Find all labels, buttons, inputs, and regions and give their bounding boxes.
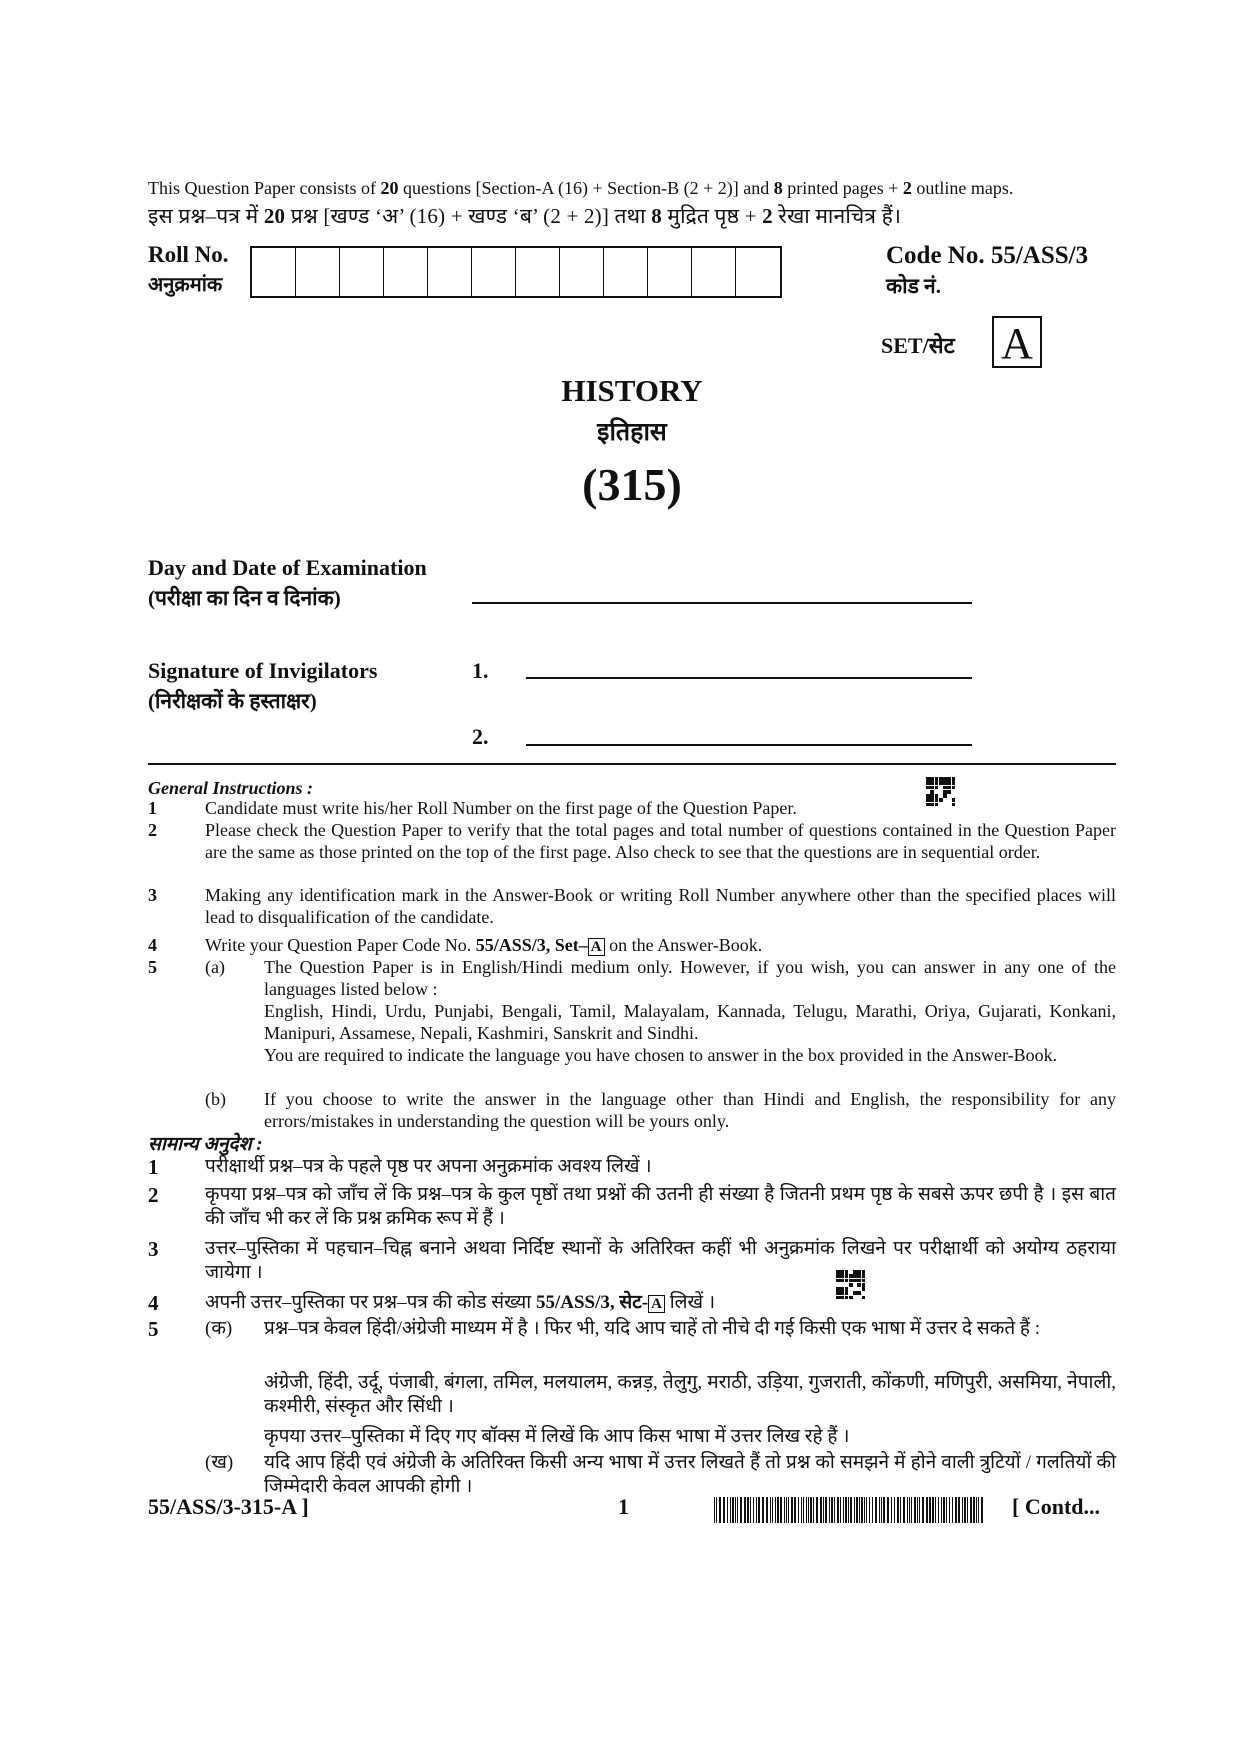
barcode-bar [845,1497,847,1523]
roll-number-box [428,248,472,296]
section-divider [148,763,1116,765]
barcode-bar [861,1497,863,1523]
barcode-bar [784,1497,785,1523]
barcode-bar [727,1497,728,1523]
subject-title-hindi: इतिहास [597,419,667,446]
exam-date-line [472,602,972,604]
barcode-bar [848,1497,849,1523]
barcode-bar [719,1497,721,1523]
barcode-bar [831,1497,833,1523]
barcode-bar [840,1497,841,1523]
barcode-bar [926,1497,928,1523]
subject-code: (315) [582,459,682,510]
signature-line-2 [526,744,972,746]
barcode-bar [946,1497,947,1523]
barcode-bar [747,1497,749,1523]
barcode-bar [798,1497,799,1523]
barcode-bar [801,1497,802,1523]
barcode-bar [780,1497,782,1523]
barcode-bar [958,1497,960,1523]
barcode-bar [935,1497,936,1523]
roll-number-boxes [250,246,782,298]
barcode-icon [714,1497,984,1523]
barcode-bar [856,1497,858,1523]
page-number: 1 [618,1494,629,1519]
barcode-bar [919,1497,920,1523]
barcode-bar [917,1497,918,1523]
roll-number-box [296,248,340,296]
signature-number-2: 2. [472,724,489,749]
barcode-bar [775,1497,776,1523]
barcode-bar [949,1497,950,1523]
roll-number-box [604,248,648,296]
barcode-bar [903,1497,905,1523]
set-label: SET/सेट [881,333,955,358]
barcode-bar [723,1497,725,1523]
barcode-bar [964,1497,966,1523]
barcode-bar [791,1497,793,1523]
barcode-bar [872,1497,873,1523]
barcode-bar [907,1497,908,1523]
barcode-bar [894,1497,895,1523]
header-english: This Question Paper consists of 20 questions [Section-A (16) + Section-B (2 + 2)] and 8 printed pages + 2 outline maps. [148,178,1014,198]
barcode-bar [716,1497,717,1523]
barcode-bar [891,1497,892,1523]
barcode-bar [735,1497,736,1523]
barcode-bar [952,1497,953,1523]
roll-number-box [648,248,692,296]
barcode-bar [823,1497,824,1523]
barcode-bar [897,1497,899,1523]
barcode-bar [943,1497,945,1523]
barcode-bar [970,1497,972,1523]
barcode-bar [770,1497,771,1523]
header-hindi: इस प्रश्न–पत्र में 20 प्रश्न [खण्ड ‘अ’ (16) + खण्ड ‘ब’ (2 + 2)] तथा 8 मुद्रित पृष्ठ + 2 रेखा मानचित्र हैं। [148,204,902,228]
roll-number-label: Roll No. अनुक्रमांक [148,242,229,296]
barcode-bar [922,1497,924,1523]
barcode-bar [932,1497,934,1523]
barcode-bar [976,1497,977,1523]
barcode-bar [881,1497,882,1523]
roll-number-box [560,248,604,296]
barcode-bar [762,1497,764,1523]
barcode-bar [955,1497,957,1523]
barcode-bar [938,1497,939,1523]
barcode-bar [973,1497,975,1523]
barcode-bar [854,1497,855,1523]
barcode-bar [714,1497,715,1523]
barcode-bar [777,1497,779,1523]
subject-title-english: HISTORY [561,373,703,408]
barcode-bar [737,1497,738,1523]
barcode-bar [803,1497,804,1523]
barcode-bar [850,1497,852,1523]
barcode-bar [981,1497,983,1523]
set-mark: A [588,938,605,956]
barcode-bar [744,1497,746,1523]
barcode-bar [909,1497,910,1523]
barcode-bar [929,1497,931,1523]
barcode-bar [810,1497,812,1523]
barcode-bar [911,1497,912,1523]
barcode-bar [967,1497,968,1523]
barcode-bar [900,1497,901,1523]
barcode-bar [837,1497,839,1523]
set-mark: A [648,1295,665,1313]
barcode-bar [740,1497,742,1523]
barcode-bar [829,1497,830,1523]
barcode-bar [962,1497,963,1523]
barcode-bar [750,1497,751,1523]
barcode-bar [788,1497,789,1523]
barcode-bar [772,1497,773,1523]
barcode-bar [843,1497,844,1523]
barcode-bar [806,1497,807,1523]
barcode-bar [730,1497,731,1523]
barcode-bar [794,1497,796,1523]
barcode-bar [879,1497,880,1523]
roll-number-box [736,248,780,296]
barcode-bar [825,1497,827,1523]
signature-number-1: 1. [472,658,489,683]
barcode-bar [875,1497,877,1523]
roll-number-box [472,248,516,296]
invigilator-signature-label: Signature of Invigilators (निरीक्षकों के हस्ताक्षर) [148,658,378,713]
roll-number-box [692,248,736,296]
barcode-bar [887,1497,889,1523]
continued-marker: [ Contd... [1012,1494,1101,1519]
barcode-bar [732,1497,734,1523]
barcode-bar [859,1497,860,1523]
barcode-bar [914,1497,916,1523]
barcode-bar [808,1497,809,1523]
roll-number-box [384,248,428,296]
roll-number-box [516,248,560,296]
barcode-bar [753,1497,754,1523]
hindi-instructions-title: सामान्य अनुदेश : [148,1134,263,1155]
barcode-bar [786,1497,787,1523]
barcode-bar [816,1497,818,1523]
barcode-bar [820,1497,822,1523]
barcode-bar [834,1497,835,1523]
set-box: A [992,316,1042,368]
barcode-bar [866,1497,867,1523]
code-number: Code No. 55/ASS/3 कोड नं. [886,242,1089,298]
exam-date-label: Day and Date of Examination (परीक्षा का दिन व दिनांक) [148,555,427,610]
barcode-bar [813,1497,814,1523]
barcode-bar [978,1497,979,1523]
roll-number-box [252,248,296,296]
qr-code-icon [926,777,956,807]
signature-line-1 [526,677,972,679]
barcode-bar [766,1497,768,1523]
barcode-bar [758,1497,760,1523]
barcode-bar [883,1497,885,1523]
barcode-bar [941,1497,942,1523]
barcode-bar [864,1497,865,1523]
roll-number-box [340,248,384,296]
general-instructions-title: General Instructions : [148,778,314,798]
barcode-bar [869,1497,870,1523]
footer-paper-code: 55/ASS/3-315-A ] [148,1494,309,1519]
barcode-bar [756,1497,757,1523]
